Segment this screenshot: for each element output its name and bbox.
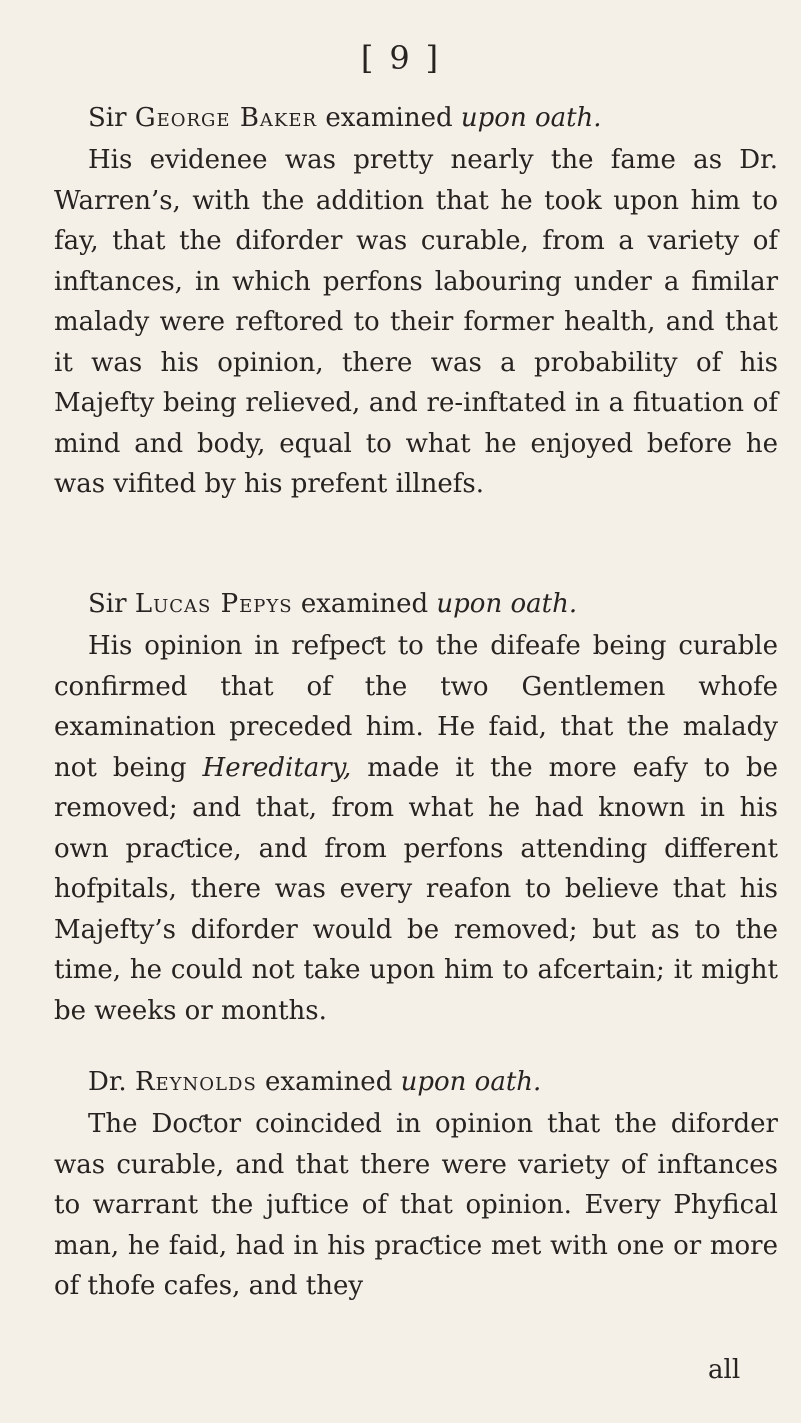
- paragraph-text-continued: made it the more eafy to be removed; and that, from what he had known in his own praƈtice, and from perfons attending different hofpitals, there was every reafon to believe that his Majefty’s diforder would be removed; but as to the time, he could not take upon him to afcertain; it might be weeks or months.: [54, 752, 778, 1026]
- heading-suffix: examined: [256, 1067, 401, 1097]
- heading-prefix: Sir: [88, 103, 135, 133]
- bracket-open: [: [360, 39, 376, 77]
- oath-label: upon oath.: [436, 589, 578, 619]
- witness-name: George Baker: [134, 103, 318, 133]
- oath-label: upon oath.: [460, 103, 602, 133]
- paragraph-text: His opinion in refpeƈt to the difeafe being curable confirmed that of the two Gentlemen whofe examination preceded him. He faid, that the malady not being: [54, 631, 778, 783]
- witness-name: Reynolds: [134, 1067, 257, 1097]
- catchword: all: [708, 1355, 741, 1385]
- paragraph-baker: [54, 140, 778, 505]
- oath-label: upon oath.: [400, 1067, 542, 1097]
- heading-suffix: examined: [292, 589, 437, 619]
- paragraph-reynolds: [54, 1104, 778, 1307]
- paragraph-pepys: [54, 626, 778, 1031]
- page-header: [0, 38, 801, 78]
- section-heading-pepys: [88, 584, 768, 624]
- paragraph-text: The Doƈtor coincided in opinion that the diforder was curable, and that there were variety of inftances to warrant the juftice of that opinion. Every Phyfical man, he faid, had in his praƈtice met with one or more of thofe cafes, and they: [54, 1109, 778, 1301]
- heading-suffix: examined: [317, 103, 461, 133]
- witness-name: Lucas Pepys: [134, 589, 293, 619]
- page-number: 9: [389, 39, 412, 77]
- section-heading-reynolds: [88, 1062, 768, 1102]
- section-heading-baker: [88, 98, 768, 138]
- heading-prefix: Dr.: [88, 1067, 135, 1097]
- bracket-close: ]: [425, 39, 441, 77]
- paragraph-text: His evidenee was pretty nearly the fame as Dr. Warren’s, with the addition that he took upon him to fay, that the diforder was curable, from a variety of inftances, in which perfons labouring under a fimilar malady were reftored to their former health, and that it was his opinion, there was a probability of his Majefty being relieved, and re-inftated in a fituation of mind and body, equal to what he enjoyed before he was vifited by his prefent illnefs.: [54, 145, 778, 499]
- heading-prefix: Sir: [88, 589, 135, 619]
- italic-term: Hereditary,: [202, 752, 352, 783]
